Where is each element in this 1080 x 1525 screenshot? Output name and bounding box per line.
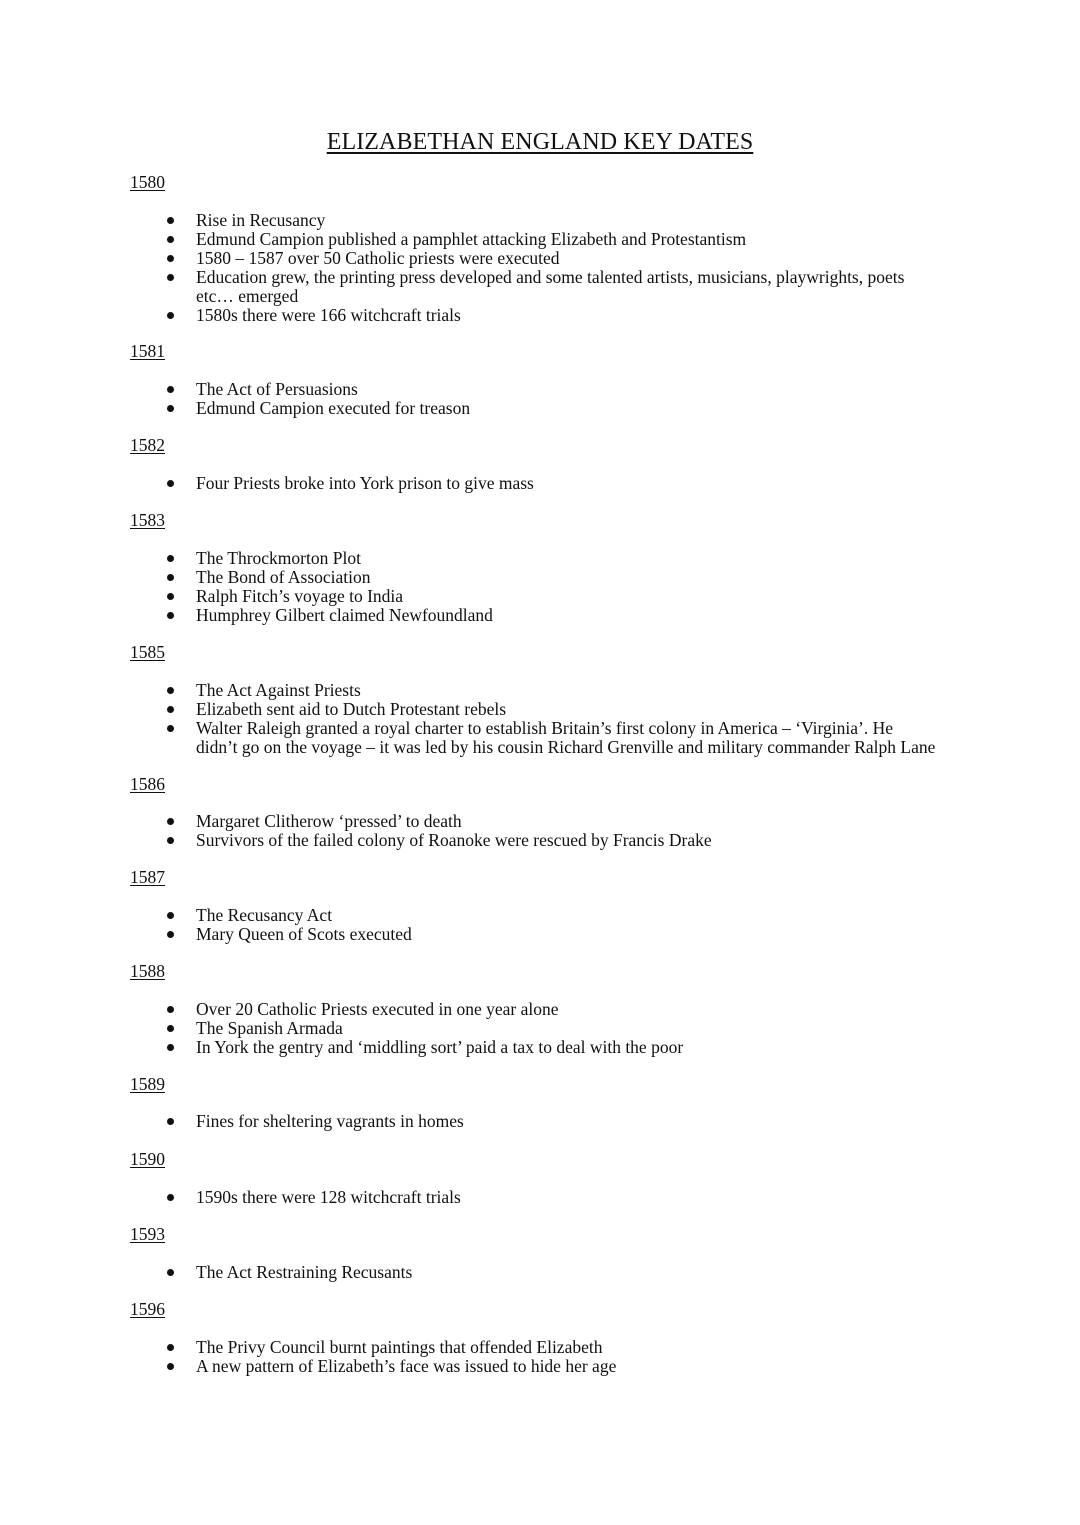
list-item: 1580 – 1587 over 50 Catholic priests were executed: [196, 249, 936, 268]
list-item: 1590s there were 128 witchcraft trials: [196, 1188, 936, 1207]
event-list-1587: [196, 906, 936, 944]
list-item: Four Priests broke into York prison to give mass: [196, 474, 936, 493]
year-heading-1593: 1593: [130, 1224, 165, 1244]
year-heading-1596: 1596: [130, 1299, 165, 1319]
event-list-1582: [196, 474, 936, 493]
list-item: A new pattern of Elizabeth’s face was issued to hide her age: [196, 1357, 936, 1376]
list-item: Ralph Fitch’s voyage to India: [196, 587, 936, 606]
list-item: The Act Restraining Recusants: [196, 1263, 936, 1282]
event-list-1589: [196, 1112, 936, 1131]
event-list-1580: [196, 211, 936, 325]
list-item: The Privy Council burnt paintings that offended Elizabeth: [196, 1338, 936, 1357]
event-list-1593: [196, 1263, 936, 1282]
year-heading-1585: 1585: [130, 642, 165, 662]
year-heading-1587: 1587: [130, 867, 165, 887]
event-list-1588: [196, 1000, 936, 1057]
list-item: Walter Raleigh granted a royal charter to establish Britain’s first colony in America – ‘Virginia’. He didn’t go on the voyage – it was led by his cousin Richard Grenville and military commander Ralph Lane: [196, 718, 936, 757]
year-heading-1582: 1582: [130, 435, 165, 455]
year-heading-1581: 1581: [130, 341, 165, 361]
list-item: Over 20 Catholic Priests executed in one year alone: [196, 1000, 936, 1019]
event-list-1585: [196, 681, 936, 757]
year-heading-1583: 1583: [130, 510, 165, 530]
list-item: 1580s there were 166 witchcraft trials: [196, 306, 936, 325]
year-heading-1589: 1589: [130, 1074, 165, 1094]
list-item: Elizabeth sent aid to Dutch Protestant rebels: [196, 700, 936, 719]
event-list-1596: [196, 1338, 936, 1376]
list-item: Mary Queen of Scots executed: [196, 925, 936, 944]
event-list-1590: [196, 1188, 936, 1207]
list-item: Survivors of the failed colony of Roanoke were rescued by Francis Drake: [196, 831, 936, 850]
year-heading-1588: 1588: [130, 961, 165, 981]
list-item: The Act Against Priests: [196, 681, 936, 700]
list-item: Rise in Recusancy: [196, 211, 936, 230]
list-item: Fines for sheltering vagrants in homes: [196, 1112, 936, 1131]
list-item: The Act of Persuasions: [196, 380, 936, 399]
list-item: Margaret Clitherow ‘pressed’ to death: [196, 812, 936, 831]
year-heading-1586: 1586: [130, 774, 165, 794]
list-item: The Throckmorton Plot: [196, 549, 936, 568]
year-heading-1590: 1590: [130, 1149, 165, 1169]
list-item: The Recusancy Act: [196, 906, 936, 925]
event-list-1583: [196, 549, 936, 625]
event-list-1581: [196, 380, 936, 418]
year-heading-1580: 1580: [130, 172, 165, 192]
list-item: Humphrey Gilbert claimed Newfoundland: [196, 606, 936, 625]
page-title: ELIZABETHAN ENGLAND KEY DATES: [326, 129, 754, 155]
list-item: Education grew, the printing press developed and some talented artists, musicians, playwrights, poets etc… emerged: [196, 268, 936, 306]
event-list-1586: [196, 812, 936, 850]
list-item: In York the gentry and ‘middling sort’ paid a tax to deal with the poor: [196, 1038, 936, 1057]
list-item: Edmund Campion executed for treason: [196, 399, 936, 418]
list-item: The Spanish Armada: [196, 1019, 936, 1038]
list-item: Edmund Campion published a pamphlet attacking Elizabeth and Protestantism: [196, 230, 936, 249]
list-item: The Bond of Association: [196, 568, 936, 587]
